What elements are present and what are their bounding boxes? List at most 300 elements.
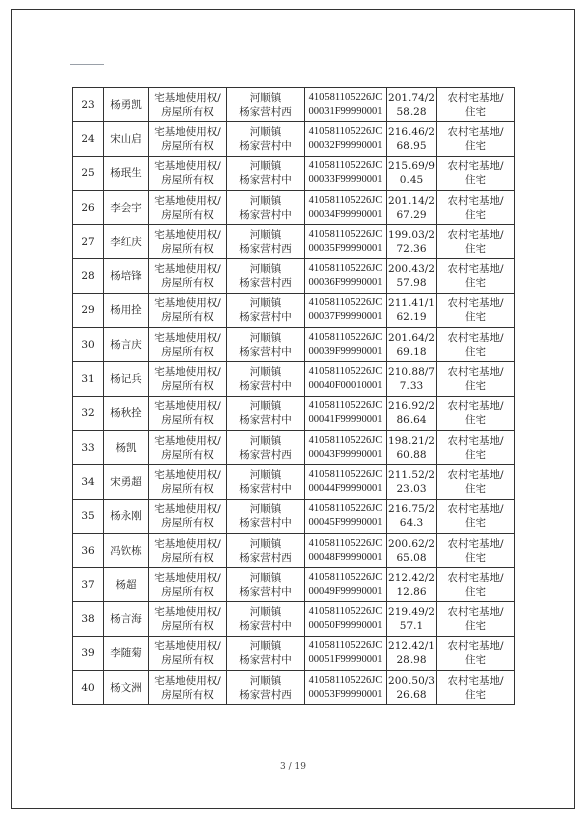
location-cell	[227, 602, 305, 636]
usage-cell-line: 农村宅基地/	[447, 263, 504, 276]
table-row	[73, 225, 515, 259]
area-cell-line: 201.74/2	[388, 91, 435, 104]
usage-cell-line: 农村宅基地/	[447, 160, 504, 173]
right-type-cell	[149, 499, 227, 533]
area-cell-line: 216.46/2	[388, 125, 435, 138]
location-cell	[227, 499, 305, 533]
area-cell-line: 200.43/2	[388, 263, 435, 276]
row-number-cell: 32	[73, 396, 104, 430]
location-cell-line: 杨家营村中	[239, 414, 292, 427]
row-number-cell: 37	[73, 568, 104, 602]
right-type-cell-line: 宅基地使用权/	[154, 194, 221, 207]
right-type-cell	[149, 465, 227, 499]
area-cell-line: 68.95	[396, 139, 427, 152]
owner-name-cell: 李随菊	[104, 636, 149, 670]
location-cell	[227, 225, 305, 259]
right-type-cell	[149, 259, 227, 293]
certificate-number-cell-line: 410581105226JC	[308, 537, 383, 549]
certificate-number-cell-line: 00033F99990001	[308, 174, 383, 186]
usage-cell-line: 农村宅基地/	[447, 606, 504, 619]
certificate-number-cell-line: 410581105226JC	[308, 160, 383, 172]
area-cell	[387, 671, 437, 705]
usage-cell-line: 农村宅基地/	[447, 331, 504, 344]
owner-name-cell: 冯钦栋	[104, 533, 149, 567]
area-cell-line: 62.19	[396, 311, 427, 324]
right-type-cell-line: 宅基地使用权/	[154, 125, 221, 138]
usage-cell-line: 住宅	[465, 105, 486, 118]
owner-name-cell: 宋勇超	[104, 465, 149, 499]
table-row	[73, 465, 515, 499]
area-cell-line: 0.45	[399, 174, 424, 187]
area-cell-line: 219.49/2	[388, 606, 435, 619]
area-cell	[387, 328, 437, 362]
certificate-number-cell	[305, 293, 387, 327]
usage-cell-line: 住宅	[465, 585, 486, 598]
row-number-cell: 39	[73, 636, 104, 670]
area-cell-line: 86.64	[396, 414, 427, 427]
area-cell	[387, 190, 437, 224]
right-type-cell-line: 宅基地使用权/	[154, 434, 221, 447]
row-number-cell: 34	[73, 465, 104, 499]
location-cell-line: 杨家营村西	[239, 242, 292, 255]
usage-cell-line: 农村宅基地/	[447, 125, 504, 138]
certificate-number-cell	[305, 88, 387, 122]
area-cell-line: 212.42/1	[388, 640, 435, 653]
header-mark	[70, 64, 104, 65]
location-cell-line: 杨家营村中	[239, 208, 292, 221]
usage-cell	[437, 190, 515, 224]
location-cell-line: 河顺镇	[249, 537, 282, 550]
certificate-number-cell-line: 410581105226JC	[308, 640, 383, 652]
location-cell	[227, 259, 305, 293]
area-cell-line: 216.75/2	[388, 503, 435, 516]
usage-cell-line: 住宅	[465, 277, 486, 290]
area-cell	[387, 430, 437, 464]
right-type-cell-line: 宅基地使用权/	[154, 366, 221, 379]
location-cell-line: 杨家营村中	[239, 482, 292, 495]
location-cell-line: 杨家营村西	[239, 277, 292, 290]
certificate-number-cell	[305, 533, 387, 567]
certificate-number-cell	[305, 671, 387, 705]
certificate-number-cell-line: 00053F99990001	[308, 688, 383, 700]
records-table	[72, 87, 515, 705]
area-cell-line: 26.68	[396, 688, 427, 701]
usage-cell-line: 住宅	[465, 620, 486, 633]
area-cell-line: 28.98	[396, 654, 427, 667]
table-row	[73, 190, 515, 224]
location-cell-line: 河顺镇	[249, 674, 282, 687]
usage-cell	[437, 533, 515, 567]
table-row	[73, 293, 515, 327]
location-cell-line: 河顺镇	[249, 297, 282, 310]
certificate-number-cell-line: 00043F99990001	[308, 448, 383, 460]
owner-name-cell: 杨勇凯	[104, 88, 149, 122]
usage-cell-line: 农村宅基地/	[447, 91, 504, 104]
right-type-cell-line: 房屋所有权	[161, 242, 214, 255]
location-cell-line: 杨家营村中	[239, 139, 292, 152]
row-number-cell: 28	[73, 259, 104, 293]
right-type-cell-line: 宅基地使用权/	[154, 606, 221, 619]
area-cell	[387, 362, 437, 396]
usage-cell	[437, 259, 515, 293]
certificate-number-cell-line: 410581105226JC	[308, 366, 383, 378]
right-type-cell-line: 房屋所有权	[161, 139, 214, 152]
right-type-cell-line: 房屋所有权	[161, 482, 214, 495]
usage-cell-line: 住宅	[465, 311, 486, 324]
area-cell-line: 210.88/7	[388, 366, 435, 379]
right-type-cell-line: 宅基地使用权/	[154, 400, 221, 413]
usage-cell-line: 住宅	[465, 448, 486, 461]
area-cell-line: 216.92/2	[388, 400, 435, 413]
usage-cell	[437, 430, 515, 464]
area-cell-line: 200.50/3	[388, 674, 435, 687]
location-cell-line: 河顺镇	[249, 331, 282, 344]
usage-cell-line: 农村宅基地/	[447, 468, 504, 481]
usage-cell-line: 农村宅基地/	[447, 297, 504, 310]
location-cell-line: 河顺镇	[249, 263, 282, 276]
location-cell	[227, 533, 305, 567]
page-number: 3 / 19	[280, 762, 306, 772]
right-type-cell	[149, 602, 227, 636]
owner-name-cell: 杨永刚	[104, 499, 149, 533]
row-number-cell: 29	[73, 293, 104, 327]
usage-cell-line: 住宅	[465, 517, 486, 530]
location-cell-line: 杨家营村中	[239, 345, 292, 358]
area-cell-line: 198.21/2	[388, 434, 435, 447]
usage-cell	[437, 362, 515, 396]
owner-name-cell: 杨文洲	[104, 671, 149, 705]
table-row	[73, 568, 515, 602]
area-cell	[387, 636, 437, 670]
location-cell-line: 河顺镇	[249, 400, 282, 413]
right-type-cell-line: 房屋所有权	[161, 345, 214, 358]
right-type-cell-line: 房屋所有权	[161, 517, 214, 530]
usage-cell	[437, 156, 515, 190]
area-cell-line: 200.62/2	[388, 537, 435, 550]
right-type-cell-line: 房屋所有权	[161, 551, 214, 564]
location-cell-line: 河顺镇	[249, 228, 282, 241]
location-cell-line: 河顺镇	[249, 125, 282, 138]
row-number-cell: 38	[73, 602, 104, 636]
area-cell-line: 65.08	[396, 551, 427, 564]
usage-cell-line: 住宅	[465, 380, 486, 393]
certificate-number-cell-line: 410581105226JC	[308, 400, 383, 412]
right-type-cell-line: 宅基地使用权/	[154, 331, 221, 344]
location-cell-line: 河顺镇	[249, 91, 282, 104]
location-cell	[227, 430, 305, 464]
row-number-cell: 33	[73, 430, 104, 464]
area-cell	[387, 293, 437, 327]
certificate-number-cell-line: 00034F99990001	[308, 208, 383, 220]
row-number-cell: 40	[73, 671, 104, 705]
records-table-body	[73, 88, 515, 705]
right-type-cell-line: 房屋所有权	[161, 174, 214, 187]
certificate-number-cell	[305, 122, 387, 156]
row-number-cell: 31	[73, 362, 104, 396]
table-row	[73, 499, 515, 533]
area-cell	[387, 602, 437, 636]
location-cell-line: 河顺镇	[249, 160, 282, 173]
area-cell	[387, 259, 437, 293]
usage-cell-line: 住宅	[465, 688, 486, 701]
right-type-cell-line: 房屋所有权	[161, 620, 214, 633]
certificate-number-cell	[305, 225, 387, 259]
owner-name-cell: 杨秋拴	[104, 396, 149, 430]
location-cell-line: 河顺镇	[249, 194, 282, 207]
area-cell-line: 23.03	[396, 482, 427, 495]
right-type-cell	[149, 362, 227, 396]
right-type-cell-line: 房屋所有权	[161, 311, 214, 324]
owner-name-cell: 杨培锋	[104, 259, 149, 293]
location-cell	[227, 362, 305, 396]
owner-name-cell: 杨凯	[104, 430, 149, 464]
certificate-number-cell-line: 00040F00010001	[308, 380, 383, 392]
row-number-cell: 35	[73, 499, 104, 533]
location-cell-line: 杨家营村西	[239, 688, 292, 701]
area-cell	[387, 122, 437, 156]
usage-cell-line: 农村宅基地/	[447, 503, 504, 516]
certificate-number-cell	[305, 259, 387, 293]
table-row	[73, 396, 515, 430]
certificate-number-cell-line: 410581105226JC	[308, 263, 383, 275]
location-cell-line: 杨家营村西	[239, 448, 292, 461]
location-cell	[227, 122, 305, 156]
right-type-cell-line: 房屋所有权	[161, 414, 214, 427]
location-cell-line: 杨家营村西	[239, 551, 292, 564]
certificate-number-cell-line: 00048F99990001	[308, 551, 383, 563]
area-cell-line: 215.69/9	[388, 160, 435, 173]
area-cell-line: 57.98	[396, 277, 427, 290]
right-type-cell-line: 宅基地使用权/	[154, 297, 221, 310]
usage-cell-line: 农村宅基地/	[447, 640, 504, 653]
usage-cell	[437, 122, 515, 156]
right-type-cell-line: 宅基地使用权/	[154, 503, 221, 516]
certificate-number-cell-line: 00039F99990001	[308, 345, 383, 357]
certificate-number-cell-line: 410581105226JC	[308, 674, 383, 686]
certificate-number-cell-line: 00049F99990001	[308, 585, 383, 597]
usage-cell-line: 农村宅基地/	[447, 571, 504, 584]
usage-cell-line: 农村宅基地/	[447, 400, 504, 413]
usage-cell-line: 住宅	[465, 139, 486, 152]
row-number-cell: 26	[73, 190, 104, 224]
usage-cell	[437, 225, 515, 259]
usage-cell	[437, 88, 515, 122]
owner-name-cell: 杨珉生	[104, 156, 149, 190]
usage-cell	[437, 328, 515, 362]
usage-cell-line: 农村宅基地/	[447, 537, 504, 550]
usage-cell-line: 住宅	[465, 551, 486, 564]
owner-name-cell: 杨言海	[104, 602, 149, 636]
certificate-number-cell	[305, 602, 387, 636]
right-type-cell	[149, 225, 227, 259]
row-number-cell: 36	[73, 533, 104, 567]
right-type-cell-line: 房屋所有权	[161, 448, 214, 461]
location-cell	[227, 190, 305, 224]
area-cell	[387, 396, 437, 430]
certificate-number-cell-line: 410581105226JC	[308, 125, 383, 137]
certificate-number-cell-line: 00031F99990001	[308, 105, 383, 117]
table-row	[73, 328, 515, 362]
certificate-number-cell-line: 410581105226JC	[308, 297, 383, 309]
area-cell	[387, 533, 437, 567]
area-cell-line: 7.33	[399, 380, 424, 393]
area-cell	[387, 156, 437, 190]
table-row	[73, 430, 515, 464]
certificate-number-cell-line: 410581105226JC	[308, 434, 383, 446]
area-cell-line: 58.28	[396, 105, 427, 118]
certificate-number-cell	[305, 636, 387, 670]
area-cell-line: 67.29	[396, 208, 427, 221]
usage-cell	[437, 568, 515, 602]
location-cell	[227, 465, 305, 499]
usage-cell	[437, 602, 515, 636]
owner-name-cell: 李红庆	[104, 225, 149, 259]
right-type-cell-line: 房屋所有权	[161, 585, 214, 598]
certificate-number-cell	[305, 430, 387, 464]
certificate-number-cell-line: 410581105226JC	[308, 91, 383, 103]
certificate-number-cell-line: 00032F99990001	[308, 139, 383, 151]
certificate-number-cell-line: 00035F99990001	[308, 242, 383, 254]
area-cell-line: 57.1	[399, 620, 424, 633]
area-cell	[387, 499, 437, 533]
location-cell-line: 杨家营村中	[239, 311, 292, 324]
right-type-cell	[149, 671, 227, 705]
certificate-number-cell-line: 410581105226JC	[308, 606, 383, 618]
usage-cell	[437, 293, 515, 327]
certificate-number-cell-line: 00044F99990001	[308, 482, 383, 494]
certificate-number-cell-line: 00050F99990001	[308, 620, 383, 632]
certificate-number-cell-line: 410581105226JC	[308, 571, 383, 583]
location-cell	[227, 293, 305, 327]
certificate-number-cell-line: 410581105226JC	[308, 503, 383, 515]
location-cell-line: 河顺镇	[249, 571, 282, 584]
table-row	[73, 156, 515, 190]
table-row	[73, 88, 515, 122]
right-type-cell	[149, 533, 227, 567]
table-row	[73, 122, 515, 156]
table-row	[73, 533, 515, 567]
right-type-cell	[149, 430, 227, 464]
right-type-cell-line: 宅基地使用权/	[154, 160, 221, 173]
row-number-cell: 25	[73, 156, 104, 190]
area-cell-line: 199.03/2	[388, 228, 435, 241]
right-type-cell	[149, 156, 227, 190]
certificate-number-cell	[305, 465, 387, 499]
certificate-number-cell-line: 00045F99990001	[308, 517, 383, 529]
right-type-cell-line: 房屋所有权	[161, 208, 214, 221]
owner-name-cell: 杨记兵	[104, 362, 149, 396]
certificate-number-cell	[305, 396, 387, 430]
usage-cell-line: 住宅	[465, 345, 486, 358]
location-cell-line: 杨家营村中	[239, 620, 292, 633]
right-type-cell-line: 宅基地使用权/	[154, 537, 221, 550]
right-type-cell	[149, 396, 227, 430]
right-type-cell	[149, 328, 227, 362]
table-row	[73, 259, 515, 293]
certificate-number-cell	[305, 362, 387, 396]
certificate-number-cell-line: 00051F99990001	[308, 654, 383, 666]
right-type-cell-line: 房屋所有权	[161, 380, 214, 393]
right-type-cell-line: 宅基地使用权/	[154, 468, 221, 481]
owner-name-cell: 杨用拴	[104, 293, 149, 327]
location-cell-line: 杨家营村中	[239, 517, 292, 530]
certificate-number-cell-line: 410581105226JC	[308, 331, 383, 343]
usage-cell	[437, 636, 515, 670]
right-type-cell	[149, 293, 227, 327]
area-cell-line: 69.18	[396, 345, 427, 358]
usage-cell-line: 住宅	[465, 208, 486, 221]
right-type-cell	[149, 88, 227, 122]
right-type-cell-line: 宅基地使用权/	[154, 571, 221, 584]
usage-cell-line: 农村宅基地/	[447, 228, 504, 241]
right-type-cell-line: 房屋所有权	[161, 277, 214, 290]
certificate-number-cell	[305, 156, 387, 190]
location-cell	[227, 568, 305, 602]
usage-cell-line: 农村宅基地/	[447, 366, 504, 379]
certificate-number-cell-line: 410581105226JC	[308, 228, 383, 240]
area-cell	[387, 88, 437, 122]
row-number-cell: 24	[73, 122, 104, 156]
usage-cell	[437, 396, 515, 430]
location-cell-line: 杨家营村中	[239, 585, 292, 598]
location-cell	[227, 88, 305, 122]
certificate-number-cell-line: 410581105226JC	[308, 194, 383, 206]
area-cell-line: 201.14/2	[388, 194, 435, 207]
certificate-number-cell-line: 00037F99990001	[308, 311, 383, 323]
usage-cell-line: 住宅	[465, 414, 486, 427]
usage-cell-line: 农村宅基地/	[447, 434, 504, 447]
usage-cell	[437, 499, 515, 533]
usage-cell-line: 住宅	[465, 242, 486, 255]
right-type-cell-line: 房屋所有权	[161, 654, 214, 667]
certificate-number-cell	[305, 568, 387, 602]
right-type-cell-line: 房屋所有权	[161, 105, 214, 118]
owner-name-cell: 李会宇	[104, 190, 149, 224]
area-cell	[387, 225, 437, 259]
certificate-number-cell	[305, 328, 387, 362]
location-cell	[227, 396, 305, 430]
location-cell-line: 杨家营村中	[239, 174, 292, 187]
area-cell-line: 201.64/2	[388, 331, 435, 344]
area-cell	[387, 568, 437, 602]
owner-name-cell: 宋山启	[104, 122, 149, 156]
certificate-number-cell	[305, 499, 387, 533]
row-number-cell: 23	[73, 88, 104, 122]
usage-cell-line: 住宅	[465, 654, 486, 667]
owner-name-cell: 杨超	[104, 568, 149, 602]
area-cell-line: 211.41/1	[388, 297, 435, 310]
certificate-number-cell-line: 00036F99990001	[308, 277, 383, 289]
certificate-number-cell	[305, 190, 387, 224]
right-type-cell-line: 宅基地使用权/	[154, 228, 221, 241]
usage-cell	[437, 671, 515, 705]
location-cell-line: 河顺镇	[249, 366, 282, 379]
location-cell-line: 杨家营村西	[239, 105, 292, 118]
right-type-cell	[149, 636, 227, 670]
right-type-cell-line: 宅基地使用权/	[154, 674, 221, 687]
location-cell-line: 杨家营村中	[239, 654, 292, 667]
usage-cell-line: 住宅	[465, 482, 486, 495]
table-row	[73, 362, 515, 396]
location-cell-line: 河顺镇	[249, 434, 282, 447]
row-number-cell: 30	[73, 328, 104, 362]
location-cell	[227, 328, 305, 362]
right-type-cell-line: 宅基地使用权/	[154, 640, 221, 653]
location-cell	[227, 671, 305, 705]
right-type-cell-line: 宅基地使用权/	[154, 263, 221, 276]
table-row	[73, 636, 515, 670]
usage-cell-line: 农村宅基地/	[447, 194, 504, 207]
